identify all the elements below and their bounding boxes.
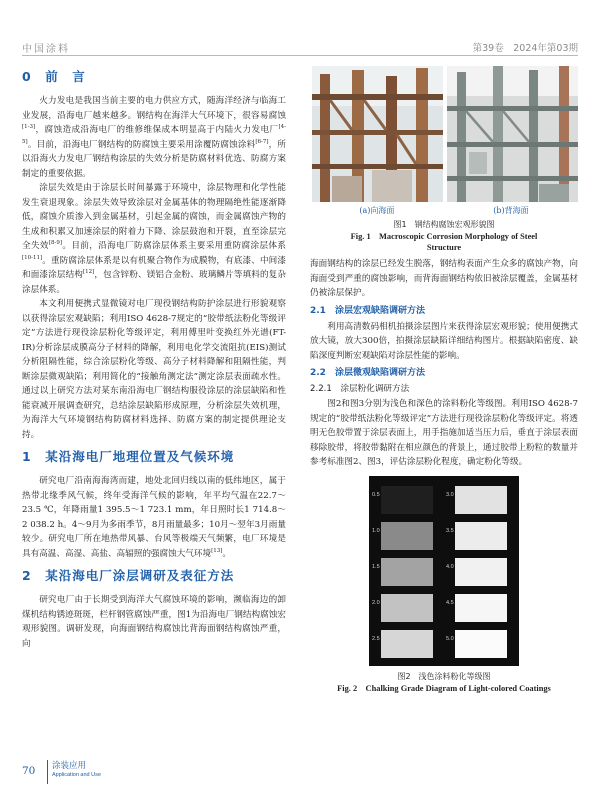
grade-label: 3.0 <box>446 491 454 498</box>
swatch-1-5 <box>381 558 433 586</box>
swatch-4-0 <box>455 558 507 586</box>
figure-2-chalking-grades <box>369 476 519 666</box>
paragraph-section-2-1: 利用高清数码相机拍摄涂层图片来获得涂层宏观形貌；使用便携式放大镜，放大300倍，拍摄涂层缺陷详细结构图片。根据缺陷密度、缺陷深度判断宏观缺陷对涂层性能的影响。 <box>310 321 578 361</box>
subcaption-b: (b)背海面 <box>493 206 529 215</box>
paragraph-section-1: 研究电厂沿南海海湾而建，地处北回归线以南的低纬地区，属于热带北缘季风气候，终年受海洋气候的影响，年平均气温在22.7～23.5 ℃，年降雨量1 395.5～1 723.1 mm，年日照时长1 714.8～2 038.2 h。4～9月为多雨季节，8月雨量最多；10月～翌年3月雨量较少。研究电厂所在地热带风暴、台风等极端天气频繁，电厂环境是具有高温、高湿、高盐、高辐照的强腐蚀大气环境[13]。 <box>22 476 286 559</box>
figure-2-caption-en: Fig. 2 Chalking Grade Diagram of Light-colored Coatings <box>337 683 551 693</box>
section-heading-0: 0 前 言 <box>22 69 86 84</box>
paragraph-intro-2: 涂层失效是由于涂层长时间暴露于环境中，涂层物理和化学性能发生衰退现象。涂层失效导致涂层对金属基体的物理隔绝性能逐渐降低，腐蚀介质渗入到金属基材，引起金属的腐蚀，而金属腐蚀产物的生成和积累又加速涂层的附着力下降、涂层鼓泡和开裂，直至涂层完全失效[8-9]。目前，沿海电厂防腐涂层体系主要采用重防腐涂层体系[10-11]。重防腐涂层体系是以有机聚合物作为成膜物，有底漆、中间漆和面漆涂层结构[12]，包含锌粉、镁铝合金粉、玻璃鳞片等填料的复杂涂层体系。 <box>22 183 286 295</box>
right-column <box>310 62 578 694</box>
grade-label: 5.0 <box>446 635 454 642</box>
swatch-3-5 <box>455 522 507 550</box>
footer-column-title: 涂装应用 <box>52 761 87 771</box>
paragraph-section-2: 研究电厂由于长期受到海洋大气腐蚀环境的影响，濒临海边的卸煤机结构锈迹斑斑，栏杆钢管腐蚀严重，图1为沿海电厂钢结构腐蚀宏观形貌图。调研发现，向海面钢结构腐蚀比背海面钢结构腐蚀严重，向 <box>22 595 286 649</box>
grade-label: 0.5 <box>372 491 380 498</box>
journal-name: 中国涂料 <box>22 44 70 55</box>
footer-column-subtitle: Application and Use <box>52 772 101 778</box>
paragraph-section-2-2-1: 图2和图3分别为浅色和深色的涂料粉化等级图。利用ISO 4628-7规定的“胶带纸法粉化等级评定”方法进行现役涂层粉化等级评定。将透明无色胶带置于涂层表面上，用手指施加适当压力后，垂直于涂层表面移除胶带，将胶带黏附在相应颜色的背景上，通过胶带上粉粒的数量并参考标准图2、图3，评估涂层粉化程度，确定粉化等级。 <box>310 399 578 467</box>
section-heading-2-2-1: 2.2.1 涂层粉化调研方法 <box>310 384 410 394</box>
left-column <box>22 62 286 651</box>
grade-label: 4.5 <box>446 599 454 606</box>
figure-1-caption-en-line1: Fig. 1 Macroscopic Corrosion Morphology of Steel <box>350 232 538 241</box>
figure-1-subcaptions <box>310 205 578 217</box>
grade-label: 1.0 <box>372 527 380 534</box>
subcaption-a: (a)向海面 <box>359 206 395 215</box>
swatch-5-0 <box>455 630 507 658</box>
issue-info: 第39卷 2024年第03期 <box>472 43 578 54</box>
photo-leeward-side <box>447 66 578 202</box>
swatch-1-0 <box>381 522 433 550</box>
swatch-2-5 <box>381 630 433 658</box>
grade-label: 2.0 <box>372 599 380 606</box>
swatch-0-5 <box>381 486 433 514</box>
section-heading-2-2: 2.2 涂层微观缺陷调研方法 <box>310 368 425 378</box>
figure-2-caption-zh: 图2 浅色涂料粉化等级图 <box>397 671 491 681</box>
footer-divider <box>47 760 48 784</box>
figure-1-caption-en-line2: Structure <box>426 243 462 252</box>
page-number: 70 <box>22 765 36 777</box>
section-heading-1: 1 某沿海电厂地理位置及气候环境 <box>22 449 235 464</box>
swatch-4-5 <box>455 594 507 622</box>
section-heading-2-1: 2.1 涂层宏观缺陷调研方法 <box>310 305 425 316</box>
paragraph-intro-1: 火力发电是我国当前主要的电力供应方式，随海洋经济与临海工业发展，沿海电厂越来越多。钢结构在海洋大气环境下，很容易腐蚀[1-3]，腐蚀造成沿海电厂的维修维保成本明显高于内陆火力发电厂[4-5]。目前，沿海电厂钢结构的防腐蚀主要采用涂覆防腐蚀涂料[6-7]，所以沿海火力发电厂钢结构涂层的失效分析是防腐材料优选、防腐方案制定的重要依据。 <box>22 96 286 179</box>
figure-1 <box>310 66 578 202</box>
grade-label: 3.5 <box>446 527 454 534</box>
section-heading-2: 2 某沿海电厂涂层调研及表征方法 <box>22 568 235 583</box>
grade-label: 4.0 <box>446 563 454 570</box>
paragraph-right-continuation: 海面钢结构的涂层已经发生脱落，钢结构表面产生众多的腐蚀产物，向海面受到严重的腐蚀影响，而背海面钢结构依旧被涂层覆盖，金属基材仍被涂层保护。 <box>310 259 578 298</box>
header-rule <box>22 55 578 56</box>
swatch-3-0 <box>455 486 507 514</box>
paragraph-intro-3: 本文利用便携式显微镜对电厂现役钢结构防护涂层进行形貌观察以获得涂层宏观缺陷；利用ISO 4628-7规定的“胶带纸法粉化等级评定”方法进行现役涂层粉化等级评定，利用傅里叶变换红外光谱(FT-IR)分析涂层成膜高分子材料的降解，利用电化学交流阻抗(EIS)测试分析阻隔性能，综合涂层粉化等级、高分子材料降解和阻隔性能，判断涂层微观缺陷；利用简化的“接触角测定法”测定涂层表面疏水性。通过以上研究方法对某东南沿海电厂钢结构服役涂层的涂层缺陷和性能衰减开展调查研究，总结涂层缺陷形成原理，分析涂层失效机理，为海洋大气环境钢结构防腐材料选择、防腐方案的制定提供理论支持。 <box>22 299 286 440</box>
figure-1-caption-zh: 图1 钢结构腐蚀宏观形貌图 <box>393 220 495 229</box>
swatch-2-0 <box>381 594 433 622</box>
grade-label: 1.5 <box>372 563 380 570</box>
grade-label: 2.5 <box>372 635 380 642</box>
photo-seaward-side <box>312 66 443 202</box>
